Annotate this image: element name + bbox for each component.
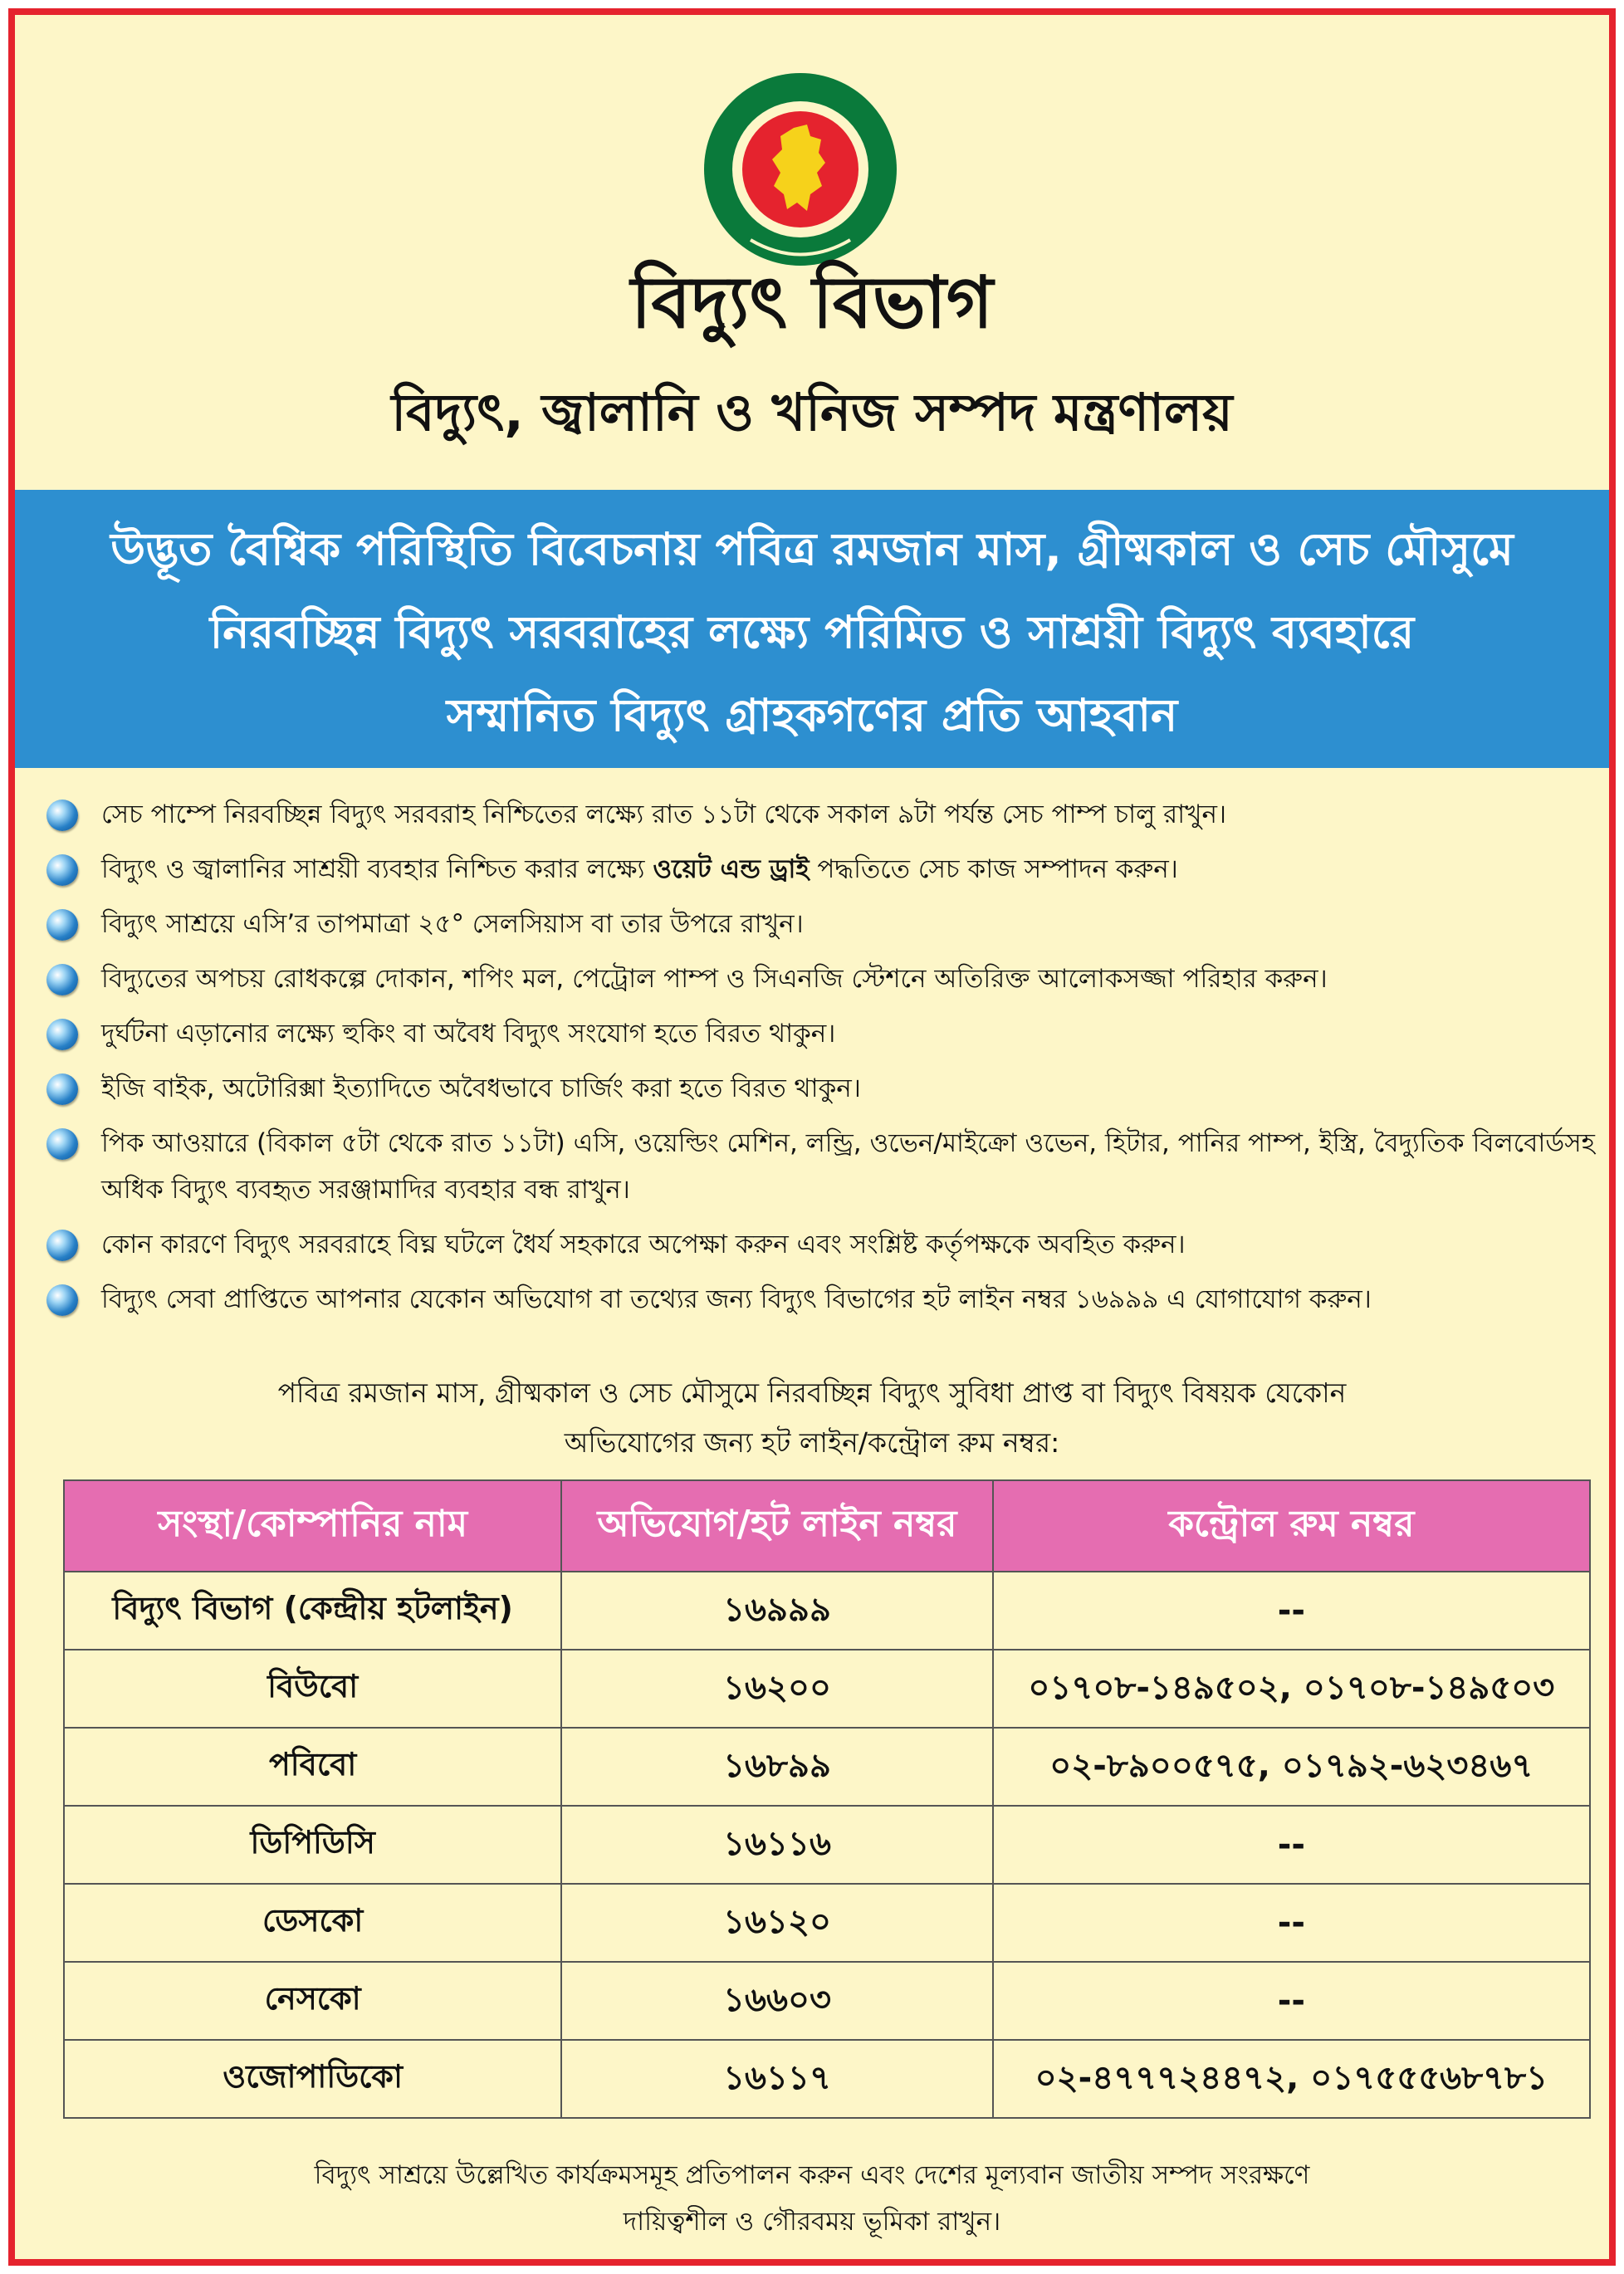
hotline-intro-line-2: অভিযোগের জন্য হট লাইন/কন্ট্রোল রুম নম্বর: xyxy=(564,1426,1060,1459)
column-header-control-room: কন্ট্রোল রুম নম্বর xyxy=(993,1480,1590,1572)
table-row xyxy=(64,1806,1590,1884)
table-row xyxy=(64,1572,1590,1650)
organization-cell: বিদ্যুৎ বিভাগ (কেন্দ্রীয় হটলাইন) xyxy=(64,1572,561,1650)
list-item-text-part: বিদ্যুৎ ও জ্বালানির সাশ্রয়ী ব্যবহার নিশ্চিত করার লক্ষ্যে xyxy=(101,854,653,884)
banner-line-2: নিরবচ্ছিন্ন বিদ্যুৎ সরবরাহের লক্ষ্যে পরিমিত ও সাশ্রয়ী বিদ্যুৎ ব্যবহারে xyxy=(209,606,1415,658)
hotline-cell: ১৬১১৭ xyxy=(561,2040,992,2118)
list-item-text: বিদ্যুৎ সাশ্রয়ে এসি’র তাপমাত্রা ২৫° সেলসিয়াস বা তার উপরে রাখুন। xyxy=(101,909,804,939)
bullet-icon xyxy=(46,1019,78,1050)
control-room-cell: -- xyxy=(993,1884,1590,1962)
banner-line-1: উদ্ভূত বৈশ্বিক পরিস্থিতি বিবেচনায় পবিত্র রমজান মাস, গ্রীষ্মকাল ও সেচ মৌসুমে xyxy=(110,523,1514,575)
appeal-banner xyxy=(15,490,1609,768)
hotline-table xyxy=(63,1479,1591,2119)
control-room-cell: ০২-৪৭৭৭২৪৪৭২, ০১৭৫৫৫৬৮৭৮১ xyxy=(993,2040,1590,2118)
hotline-cell: ১৬২০০ xyxy=(561,1650,992,1728)
hotline-cell: ১৬৯৯৯ xyxy=(561,1572,992,1650)
list-item-text: কোন কারণে বিদ্যুৎ সরবরাহে বিঘ্ন ঘটলে ধৈর্য সহকারে অপেক্ষা করুন এবং সংশ্লিষ্ট কর্তৃপক্ষকে অবহিত করুন। xyxy=(101,1230,1186,1259)
list-item xyxy=(40,1010,1601,1057)
bullet-icon xyxy=(46,800,78,831)
poster-frame xyxy=(8,8,1616,2266)
column-header-hotline: অভিযোগ/হট লাইন নম্বর xyxy=(561,1480,992,1572)
table-row xyxy=(64,2040,1590,2118)
footer-note xyxy=(15,2152,1609,2245)
list-item-text: দুর্ঘটনা এড়ানোর লক্ষ্যে হুকিং বা অবৈধ বিদ্যুৎ সংযোগ হতে বিরত থাকুন। xyxy=(101,1019,836,1049)
hotline-cell: ১৬১১৬ xyxy=(561,1806,992,1884)
bullet-icon xyxy=(46,1284,78,1316)
hotline-cell: ১৬১২০ xyxy=(561,1884,992,1962)
page-title: বিদ্যুৎ বিভাগ xyxy=(630,262,994,345)
control-room-cell: -- xyxy=(993,1806,1590,1884)
list-item xyxy=(40,956,1601,1002)
table-row xyxy=(64,1728,1590,1806)
table-header-row xyxy=(64,1480,1590,1572)
bullet-icon xyxy=(46,1230,78,1261)
hotline-cell: ১৬৬০৩ xyxy=(561,1962,992,2040)
ministry-subtitle: বিদ্যুৎ, জ্বালানি ও খনিজ সম্পদ মন্ত্রণালয় xyxy=(391,382,1233,443)
list-item-text: সেচ পাম্পে নিরবচ্ছিন্ন বিদ্যুৎ সরবরাহ নিশ্চিতের লক্ষ্যে রাত ১১টা থেকে সকাল ৯টা পর্যন্ত সেচ পাম্প চালু রাখুন। xyxy=(101,800,1227,829)
list-item-text: বিদ্যুৎ সেবা প্রাপ্তিতে আপনার যেকোন অভিযোগ বা তথ্যের জন্য বিদ্যুৎ বিভাগের হট লাইন নম্বর ১৬৯৯৯ এ যোগাযোগ করুন। xyxy=(101,1284,1372,1314)
list-item xyxy=(40,791,1601,838)
hotline-intro-line-1: পবিত্র রমজান মাস, গ্রীষ্মকাল ও সেচ মৌসুমে নিরবচ্ছিন্ন বিদ্যুৎ সুবিধা প্রাপ্ত বা বিদ্যুৎ বিষয়ক যেকোন xyxy=(277,1377,1347,1409)
list-item-text: পিক আওয়ারে (বিকাল ৫টা থেকে রাত ১১টা) এসি, ওয়েল্ডিং মেশিন, লন্ড্রি, ওভেন/মাইক্রো ওভেন, হিটার, পানির পাম্প, ইস্ত্রি, বৈদ্যুতিক বিলবোর্ডসহ অধিক বিদ্যুৎ ব্যবহৃত সরঞ্জামাদির ব্যবহার বন্ধ রাখুন। xyxy=(101,1128,1595,1205)
column-header-organization: সংস্থা/কোম্পানির নাম xyxy=(64,1480,561,1572)
list-item-text-part: পদ্ধতিতে সেচ কাজ সম্পাদন করুন। xyxy=(809,854,1178,884)
table-row xyxy=(64,1650,1590,1728)
list-item xyxy=(40,1120,1601,1213)
list-item xyxy=(40,1276,1601,1323)
government-seal-emblem xyxy=(701,70,900,269)
footer-line-1: বিদ্যুৎ সাশ্রয়ে উল্লেখিত কার্যক্রমসমূহ প্রতিপালন করুন এবং দেশের মূল্যবান জাতীয় সম্পদ সংরক্ষণে xyxy=(314,2160,1310,2190)
list-item-text: ইজি বাইক, অটোরিক্সা ইত্যাদিতে অবৈধভাবে চার্জিং করা হতে বিরত থাকুন। xyxy=(101,1073,861,1103)
organization-cell: ডিপিডিসি xyxy=(64,1806,561,1884)
bullet-icon xyxy=(46,1128,78,1160)
table-row xyxy=(64,1962,1590,2040)
bullet-icon xyxy=(46,1073,78,1105)
list-item xyxy=(40,846,1601,892)
hotline-intro xyxy=(15,1368,1609,1468)
banner-line-3: সম্মানিত বিদ্যুৎ গ্রাহকগণের প্রতি আহবান xyxy=(446,689,1178,741)
list-item xyxy=(40,1221,1601,1268)
control-room-cell: -- xyxy=(993,1962,1590,2040)
hotline-cell: ১৬৮৯৯ xyxy=(561,1728,992,1806)
organization-cell: ওজোপাডিকো xyxy=(64,2040,561,2118)
list-item xyxy=(40,1065,1601,1112)
table-row xyxy=(64,1884,1590,1962)
organization-cell: পবিবো xyxy=(64,1728,561,1806)
wet-and-dry-highlight: ওয়েট এন্ড ড্রাই xyxy=(653,854,810,884)
bullet-icon xyxy=(46,854,78,886)
organization-cell: নেসকো xyxy=(64,1962,561,2040)
organization-cell: ডেসকো xyxy=(64,1884,561,1962)
bullet-icon xyxy=(46,909,78,941)
control-room-cell: -- xyxy=(993,1572,1590,1650)
list-item-text: বিদ্যুতের অপচয় রোধকল্পে দোকান, শপিং মল, পেট্রোল পাম্প ও সিএনজি স্টেশনে অতিরিক্ত আলোকসজ্জা পরিহার করুন। xyxy=(101,964,1328,994)
instruction-list xyxy=(40,791,1601,1331)
footer-line-2: দায়িত্বশীল ও গৌরবময় ভূমিকা রাখুন। xyxy=(623,2207,1001,2237)
organization-cell: বিউবো xyxy=(64,1650,561,1728)
list-item xyxy=(40,901,1601,947)
control-room-cell: ০১৭০৮-১৪৯৫০২, ০১৭০৮-১৪৯৫০৩ xyxy=(993,1650,1590,1728)
bullet-icon xyxy=(46,964,78,995)
list-item-text xyxy=(101,846,1601,892)
control-room-cell: ০২-৮৯০০৫৭৫, ০১৭৯২-৬২৩৪৬৭ xyxy=(993,1728,1590,1806)
